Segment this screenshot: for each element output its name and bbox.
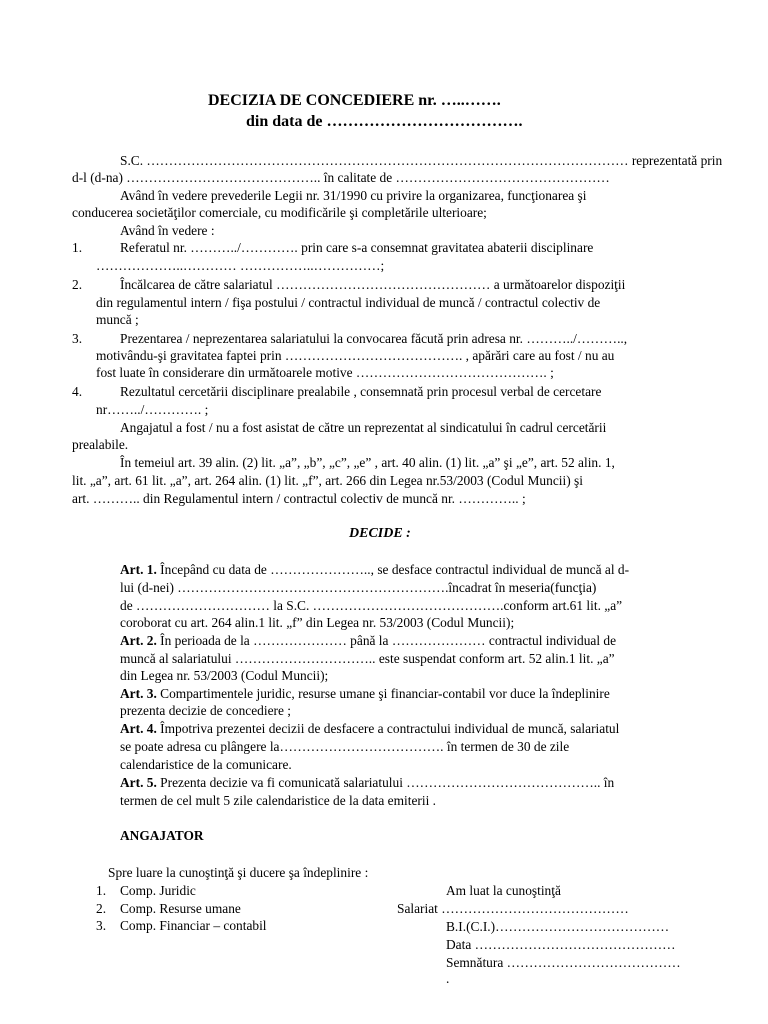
item-line: ………………..………… ……………..……………; <box>96 258 385 273</box>
intro-considering: Având în vedere : <box>120 223 215 238</box>
distribution-item: Comp. Financiar – contabil <box>120 918 267 933</box>
article-line: coroborat cu art. 264 alin.1 lit. „f” din Legea nr. 53/2003 (Codul Muncii); <box>120 615 515 630</box>
article-label: Art. 2. <box>120 633 157 648</box>
distribution-number: 3. <box>96 918 107 933</box>
id-card-line: B.I.(C.I.)………………………………… <box>446 919 670 934</box>
article-text: Împotriva prezentei decizii de desfacere a contractului individual de muncă, salariatul <box>156 721 620 736</box>
legal-basis-paragraph: art. ……….. din Regulamentul intern / contractul colectiv de muncă nr. ………….. ; <box>72 491 526 506</box>
article-2 <box>120 632 616 649</box>
legal-basis-paragraph: În temeiul art. 39 alin. (2) lit. „a”, „b”, „c”, „e” , art. 40 alin. (1) lit. „a” şi „e”, art. 52 alin. 1, <box>120 455 615 470</box>
article-line: termen de cel mult 5 zile calendaristice de la data emiterii . <box>120 793 437 808</box>
distribution-number: 1. <box>96 883 107 898</box>
item-line: fost luate în considerare din următoarele motive ……………………………………. ; <box>96 365 554 380</box>
distribution-item: Comp. Resurse umane <box>120 901 241 916</box>
trailing-dot: . <box>446 971 450 986</box>
decide-heading: DECIDE : <box>349 526 411 541</box>
article-label: Art. 3. <box>120 686 157 701</box>
intro-company-line: S.C. ……………………………………………………………………………………………… reprezentată prin <box>120 153 723 168</box>
acknowledgement-title: Am luat la cunoştinţă <box>446 883 561 898</box>
article-1 <box>120 561 629 578</box>
item-number: 4. <box>72 384 83 399</box>
item-line: muncă ; <box>96 312 139 327</box>
distribution-item: Comp. Juridic <box>120 883 196 898</box>
article-3 <box>120 685 610 702</box>
item-line: Referatul nr. ………../…………. prin care s-a consemnat gravitatea abaterii disciplinare <box>120 240 594 255</box>
legal-basis-paragraph: lit. „a”, art. 61 lit. „a”, art. 264 alin. (1) lit. „f”, art. 266 din Legea nr.53/2003 (Codul Muncii) şi <box>72 473 583 488</box>
article-line: muncă al salariatului ………………………….. este suspendat conform art. 52 alin.1 lit. „a” <box>120 651 615 666</box>
employer-heading: ANGAJATOR <box>120 828 204 843</box>
item-line: nr……../…………. ; <box>96 402 209 417</box>
article-line: prezenta decizie de concediere ; <box>120 703 291 718</box>
signature-line: Semnătura ………………………………… <box>446 955 681 970</box>
intro-representative-line: d-l (d-na) …………………………………….. în calitate de ………………………………………… <box>72 170 610 185</box>
employee-signature-line: Salariat …………………………………… <box>397 901 629 916</box>
article-line: din Legea nr. 53/2003 (Codul Muncii); <box>120 668 329 683</box>
article-line: lui (d-nei) …………………………………………………….încadrat în meseria(funcţia) <box>120 580 597 595</box>
article-text: Prezenta decizie va fi comunicată salariatului …………………………………….. în <box>156 775 615 790</box>
item-line: din regulamentul intern / fişa postului / contractul individual de muncă / contractul colectiv de <box>96 295 601 310</box>
document-subtitle: din data de ………………………………. <box>246 113 523 130</box>
article-5 <box>120 774 614 791</box>
article-text: În perioada de la ………………… până la ………………… contractul individual de <box>156 633 617 648</box>
date-line: Data ……………………………………… <box>446 937 676 952</box>
assistance-paragraph: Angajatul a fost / nu a fost asistat de către un reprezentat al sindicatului în cadrul cercetării <box>120 420 607 435</box>
article-label: Art. 4. <box>120 721 157 736</box>
document-title: DECIZIA DE CONCEDIERE nr. …..……. <box>208 92 501 109</box>
item-number: 3. <box>72 331 83 346</box>
article-text: Începând cu data de ………………….., se desface contractul individual de muncă al d- <box>156 562 630 577</box>
distribution-number: 2. <box>96 901 107 916</box>
article-line: se poate adresa cu plângere la………………………………. în termen de 30 de zile <box>120 739 570 754</box>
article-label: Art. 5. <box>120 775 157 790</box>
item-number: 2. <box>72 277 83 292</box>
item-line: Prezentarea / neprezentarea salariatului la convocarea făcută prin adresa nr. ………../……….., <box>120 331 628 346</box>
article-line: de ………………………… la S.C. …………………………………….conform art.61 lit. „a” <box>120 598 623 613</box>
intro-law-line: Având în vedere prevederile Legii nr. 31/1990 cu privire la organizarea, funcţionarea şi <box>120 188 587 203</box>
assistance-paragraph: prealabile. <box>72 437 129 452</box>
article-4 <box>120 720 619 737</box>
item-line: motivându-şi gravitatea faptei prin …………………………………. , apărări care au fost / nu au <box>96 348 615 363</box>
item-line: Încălcarea de către salariatul ………………………………………… a următoarelor dispoziţii <box>120 277 626 292</box>
item-line: Rezultatul cercetării disciplinare prealabile , consemnată prin procesul verbal de cercetare <box>120 384 602 399</box>
article-label: Art. 1. <box>120 562 157 577</box>
article-text: Compartimentele juridic, resurse umane şi financiar-contabil vor duce la îndeplinire <box>156 686 610 701</box>
item-number: 1. <box>72 240 83 255</box>
distribution-intro: Spre luare la cunoştinţă şi ducere şa îndeplinire : <box>108 865 369 880</box>
intro-law-line-continued: conducerea societăţilor comerciale, cu modificările şi completările ulterioare; <box>72 205 487 220</box>
article-line: calendaristice de la comunicare. <box>120 757 292 772</box>
